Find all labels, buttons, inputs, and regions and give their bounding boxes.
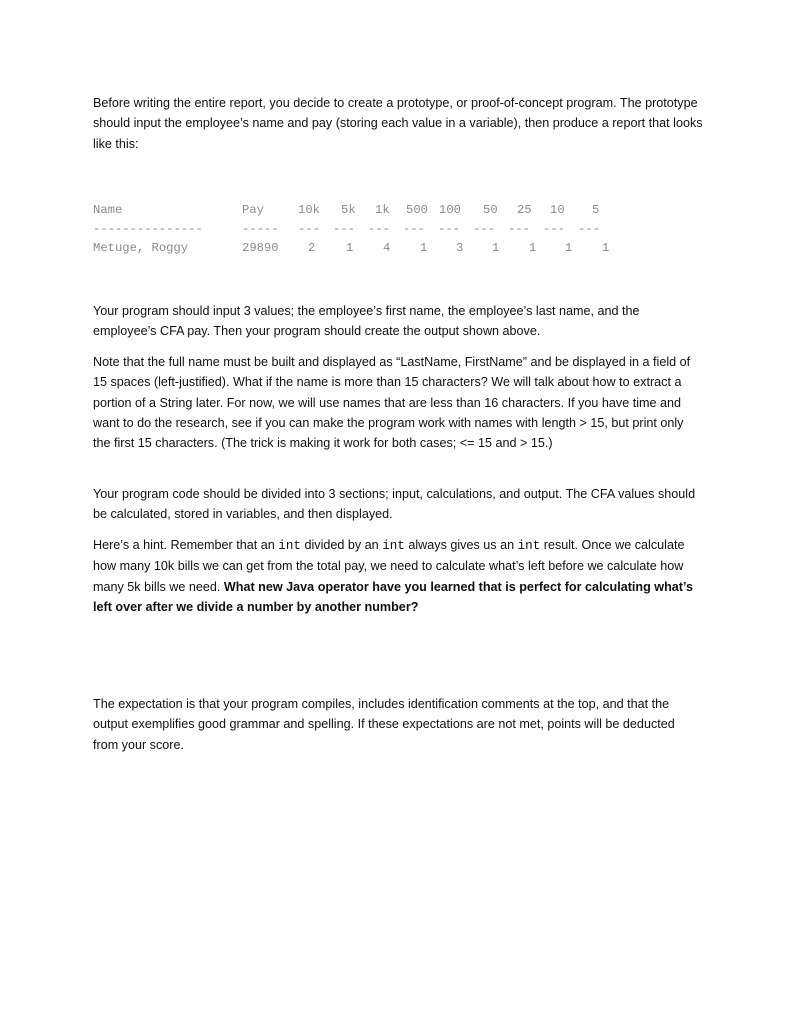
hint-text-2: divided by an: [300, 538, 383, 552]
header-500: 500: [406, 203, 428, 217]
header-10k: 10k: [298, 203, 320, 217]
row-500: 1: [420, 241, 428, 255]
header-pay: Pay: [242, 203, 264, 217]
dash-5: ---: [578, 222, 600, 236]
hint-text-1: Here’s a hint. Remember that an: [93, 538, 279, 552]
dash-500: ---: [403, 222, 425, 236]
input-paragraph: Your program should input 3 values; the employee’s first name, the employee’s last name, and the employee’s CFA pay. Then your program should create the output shown above.: [93, 304, 640, 339]
report-data-row: [93, 241, 653, 260]
row-50: 1: [492, 241, 500, 255]
hint-question: What new Java operator have you learned that is perfect for calculating what’s left over after we divide a number by another number?: [93, 579, 694, 614]
header-50: 50: [483, 203, 498, 217]
header-10: 10: [550, 203, 565, 217]
hint-paragraph: [93, 535, 703, 617]
dash-10k: ---: [298, 222, 320, 236]
code-int-1: int: [278, 539, 301, 553]
report-header-row: [93, 203, 653, 222]
row-5: 1: [602, 241, 610, 255]
row-1k: 4: [383, 241, 391, 255]
sections-paragraph: Your program code should be divided into 3 sections; input, calculations, and output. The CFA values should be calculated, stored in variables, and then displayed.: [93, 487, 696, 522]
hint-text-4: result. Once we calculate how many 10k bills we can get from the total pay, we need to calculate what’s left before we calculate how many 5k bills we need.: [93, 538, 685, 594]
dash-25: ---: [508, 222, 530, 236]
sample-report: [93, 203, 653, 260]
header-100: 100: [439, 203, 461, 217]
dash-10: ---: [543, 222, 565, 236]
dash-pay: -----: [242, 222, 279, 236]
dash-50: ---: [473, 222, 495, 236]
dash-100: ---: [438, 222, 460, 236]
header-25: 25: [517, 203, 532, 217]
row-10k: 2: [308, 241, 316, 255]
code-int-3: int: [517, 539, 541, 553]
header-5: 5: [592, 203, 600, 217]
row-100: 3: [456, 241, 464, 255]
row-10: 1: [565, 241, 573, 255]
hint-text-3: always gives us an: [404, 538, 518, 552]
dash-1k: ---: [368, 222, 390, 236]
header-name: Name: [93, 203, 123, 217]
row-pay: 29890: [242, 241, 279, 255]
row-5k: 1: [346, 241, 354, 255]
report-dash-row: [93, 222, 653, 241]
row-25: 1: [529, 241, 537, 255]
dash-5k: ---: [333, 222, 355, 236]
header-1k: 1k: [375, 203, 390, 217]
dash-name: ---------------: [93, 222, 203, 236]
name-format-paragraph: Note that the full name must be built and displayed as “LastName, FirstName” and be displayed in a field of 15 spaces (left-justified). What if the name is more than 15 characters? We will talk about how to extract a portion of a String later. For now, we will use names that are less than 16 characters. If you have time and want to do the research, see if you can make the program work with names with length > 15, but print only the first 15 characters. (The trick is making it work for both cases; <= 15 and > 15.): [93, 355, 691, 451]
header-5k: 5k: [341, 203, 356, 217]
code-int-2: int: [382, 539, 405, 553]
row-name: Metuge, Roggy: [93, 241, 189, 255]
intro-paragraph: Before writing the entire report, you decide to create a prototype, or proof-of-concept program. The prototype should input the employee’s name and pay (storing each value in a variable), then produce a report that looks like this:: [93, 96, 703, 151]
expectations-paragraph: The expectation is that your program compiles, includes identification comments at the top, and that the output exemplifies good grammar and spelling. If these expectations are not met, points will be deducted from your score.: [93, 697, 675, 752]
